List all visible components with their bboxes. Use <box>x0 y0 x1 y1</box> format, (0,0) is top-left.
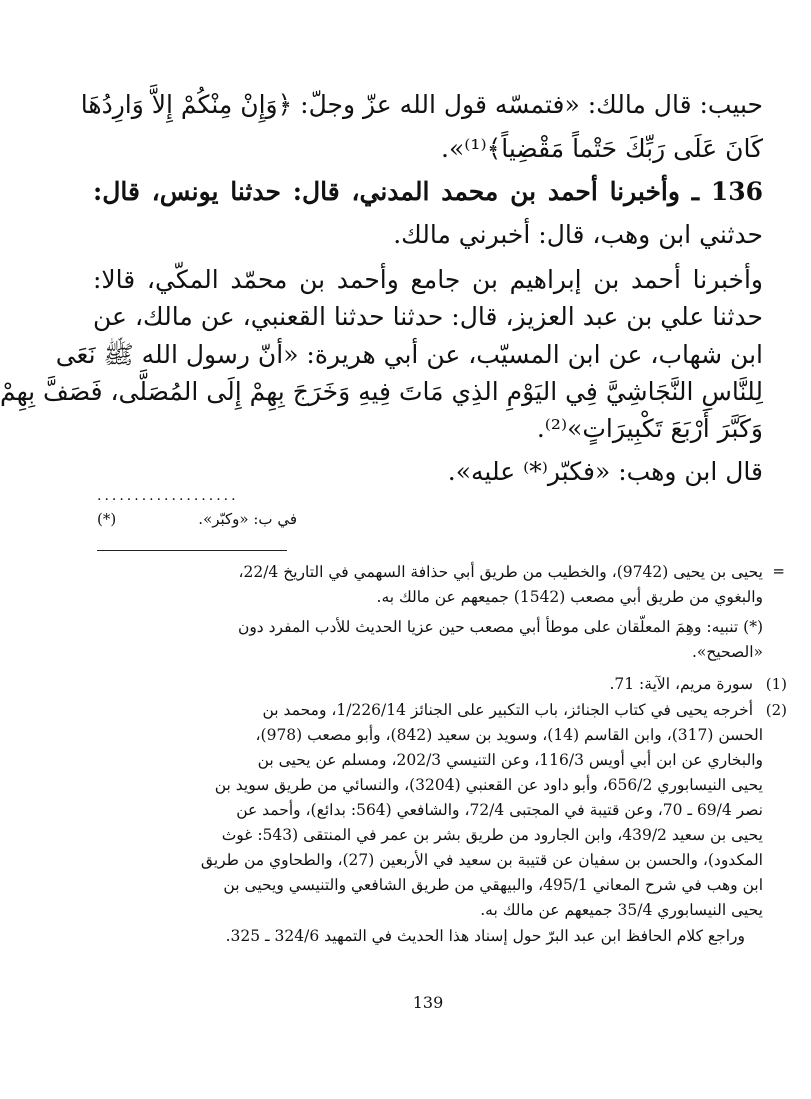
main-text-line: قال ابن وهب: «فكبّر⁽*⁾ عليه». <box>447 457 763 486</box>
footnote-2-line: يحيى النيسابوري 656/2، وأبو داود عن القعنبي (3204)، والنسائي من طريق سويد بن <box>214 776 763 794</box>
footnote-2-line: والبخاري عن ابن أبي أويس 116/3، وعن التنيسي 202/3، ومسلم عن يحيى بن <box>257 751 763 769</box>
tanbih-line: (*) تنبيه: وهِمَ المعلّقان على موطأ أبي مصعب حين عزيا الحديث للأدب المفرد دون <box>237 618 763 636</box>
main-text-line: وأخبرنا أحمد بن إبراهيم بن جامع وأحمد بن محمّد المكّي، قالا: <box>93 265 763 294</box>
main-text-line: كَانَ عَلَى رَبِّكَ حَتْماً مَقْضِياً﴾⁽¹⁾». <box>441 134 763 163</box>
footnote-2-line: وراجع كلام الحافظ ابن عبد البرّ حول إسناد هذا الحديث في التمهيد 324/6 ـ 325. <box>225 927 745 945</box>
footnote-line: والبغوي من طريق أبي مصعب (1542) جميعهم عن مالك به. <box>376 588 763 606</box>
main-text-line: ابن شهاب، عن ابن المسيّب، عن أبي هريرة: «أنّ رسول الله ﷺ نَعَى <box>55 340 763 369</box>
hadith-quote-line: لِلنَّاسِ النَّجَاشِيَّ فِي اليَوْمِ الذِي مَاتَ فِيهِ وَخَرَجَ بِهِمْ إِلَى المُصَلَّى، فَصَفَّ بِهِمْ <box>0 377 763 406</box>
footnote-line: يحيى بن يحيى (9742)، والخطيب من طريق أبي حذافة السهمي في التاريخ 22/4، <box>238 563 763 581</box>
main-text-line: حبيب: قال مالك: «فتمسّه قول الله عزّ وجلّ: ﴿وَإِنْ مِنْكُمْ إِلاَّ وَارِدُهَا <box>80 90 763 119</box>
footnote-1-text: سورة مريم، الآية: 71. <box>609 675 753 693</box>
footnote-2-line: أخرجه يحيى في كتاب الجنائز، باب التكبير على الجنائز 1/226/14، ومحمد بن <box>262 701 753 719</box>
footnote-2-line: يحيى النيسابوري 35/4 جميعهم عن مالك به. <box>480 901 763 919</box>
footnote-rule <box>97 550 287 551</box>
footnote-1-marker: (1) <box>765 675 787 693</box>
footnote-2-marker: (2) <box>765 701 787 719</box>
footnote-2-line: المكدود)، والحسن بن سفيان عن قتيبة بن سعيد في الأربعين (27)، والطحاوي من طريق <box>200 851 763 869</box>
hadith-text: 136 ـ وأخبرنا أحمد بن محمد المدني، قال: حدثنا يونس، قال: <box>93 177 763 206</box>
continuation-marker: = <box>772 562 785 580</box>
variant-text: في ب: «وكبّر». <box>198 510 297 528</box>
hadith-136-line <box>93 173 763 211</box>
footnote-2-line: الحسن (317)، وابن القاسم (14)، وسويد بن سعيد (842)، وأبو مصعب (978)، <box>255 726 763 744</box>
main-text-line: حدثنا علي بن عبد العزيز، قال: حدثنا حدثنا القعنبي، عن مالك، عن <box>93 302 763 331</box>
page-number: 139 <box>412 993 444 1012</box>
dotted-separator: ................... <box>97 488 239 504</box>
hadith-quote-line: وَكَبَّرَ أَرْبَعَ تَكْبِيرَاتٍ»⁽²⁾. <box>536 414 763 443</box>
footnote-2-line: يحيى بن سعيد 439/2، وابن الجارود من طريق بشر بن عمر في المنتقى (543: غوث <box>221 826 763 844</box>
main-text-line: حدثني ابن وهب، قال: أخبرني مالك. <box>393 220 763 249</box>
variant-note <box>97 510 477 532</box>
footnote-2-line: نصر 69/4 ـ 70، وعن قتيبة في المجتبى 72/4، والشافعي (564: بدائع)، وأحمد عن <box>236 801 763 819</box>
footnote-2-line: ابن وهب في شرح المعاني 495/1، والبيهقي من طريق الشافعي والتنيسي ويحيى بن <box>223 876 763 894</box>
tanbih-line: «الصحيح». <box>691 643 763 661</box>
variant-marker: (*) <box>97 510 117 528</box>
